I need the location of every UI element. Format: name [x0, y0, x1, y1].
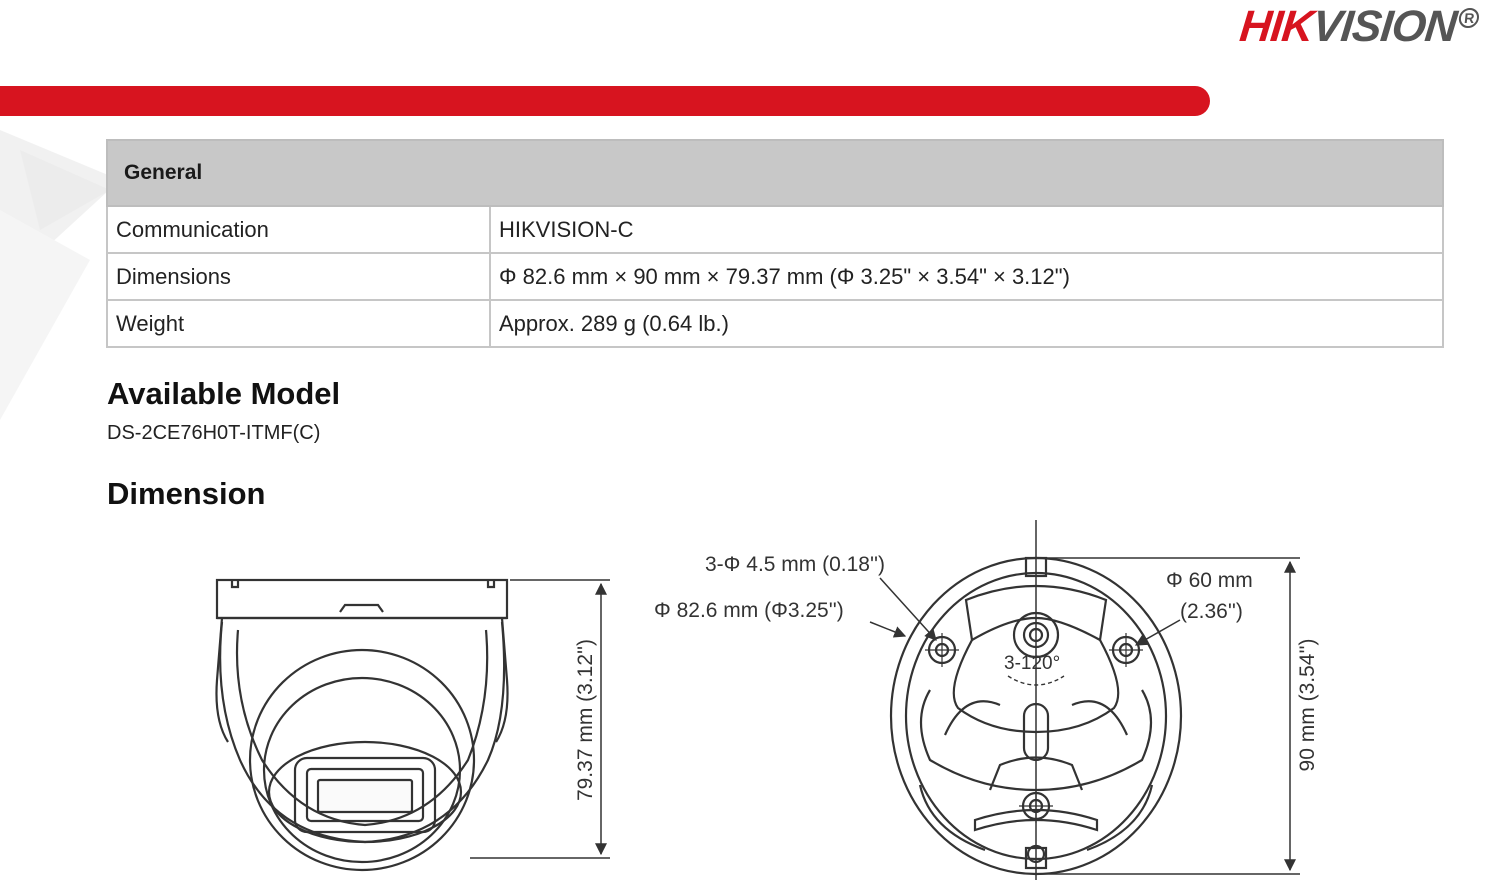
pitch-diameter-inch-label: (2.36'')	[1180, 600, 1243, 623]
available-model-heading: Available Model	[107, 376, 341, 411]
row-value: Approx. 289 g (0.64 lb.)	[490, 300, 1443, 347]
row-label: Dimensions	[107, 253, 490, 300]
hole-diameter-label: 3-Φ 4.5 mm (0.18'')	[705, 553, 885, 576]
section-title: General	[107, 140, 1443, 206]
outer-diameter-label: Φ 82.6 mm (Φ3.25'')	[654, 599, 844, 622]
row-label: Communication	[107, 206, 490, 253]
top-height-label: 90 mm (3.54'')	[1296, 638, 1319, 772]
pitch-diameter-label: Φ 60 mm	[1166, 569, 1253, 592]
registered-mark: R	[1458, 8, 1480, 28]
row-value: HIKVISION-C	[490, 206, 1443, 253]
row-value: Φ 82.6 mm × 90 mm × 79.37 mm (Φ 3.25" × 3.54" × 3.12")	[490, 253, 1443, 300]
hikvision-logo: HIKVISION R	[1237, 2, 1480, 52]
angle-label: 3-120°	[1004, 653, 1061, 674]
side-view-drawing	[216, 580, 610, 870]
side-height-label: 79.37 mm (3.12'')	[574, 638, 597, 802]
model-number: DS-2CE76H0T-ITMF(C)	[107, 422, 321, 444]
row-label: Weight	[107, 300, 490, 347]
dimension-heading: Dimension	[107, 476, 266, 511]
